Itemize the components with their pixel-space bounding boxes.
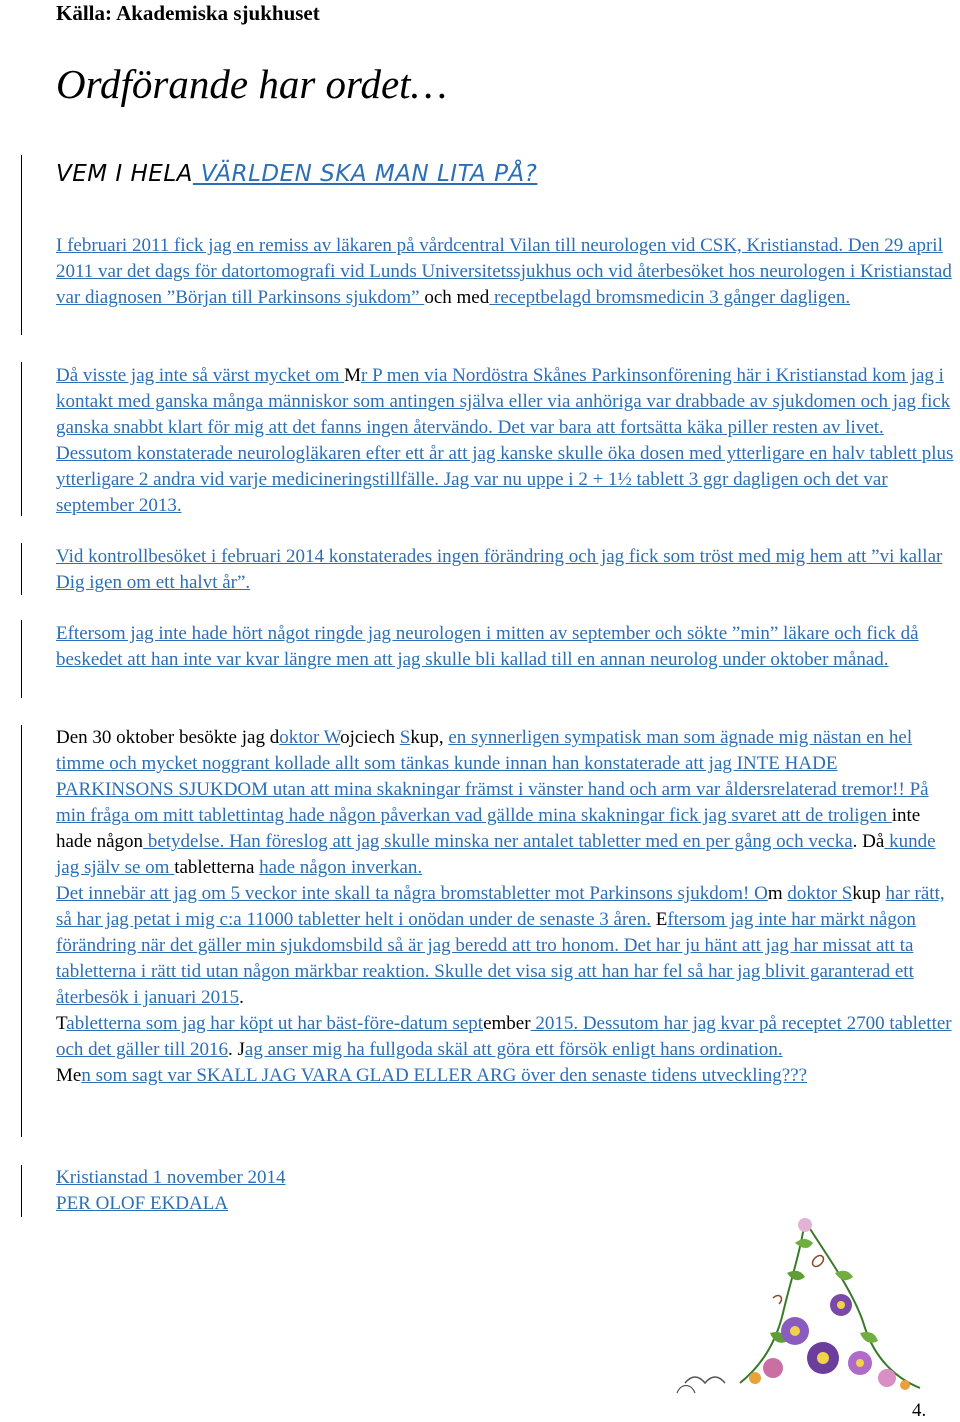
text-run: ember: [483, 1013, 531, 1034]
text-link[interactable]: r P men via Nordöstra Skånes Parkinsonförening här i Kristianstad kom jag i kontakt med ganska många människor som antingen själva eller via anhöriga var drabbade av sjukdomen och jag fick ganska snabbt klart för mig att det fanns ingen återvändo. Det var bara att fortsätta käka piller resten av livet. Dessutom konstaterade neurologläkaren efter ett år att jag kanske skulle öka dosen med ytterligare en halv tablett plus ytterligare 2 andra vid varje medicineringstillfälle. Jag var nu uppe i 2 + 1½ tablett 3 ggr dagligen och det var september 2013.: [56, 365, 954, 516]
text-run: inte hade någon: [56, 805, 921, 852]
paragraph-5d: [56, 1063, 958, 1089]
paragraph-3: [56, 544, 958, 596]
text-link[interactable]: abletterna som jag har köpt ut har bäst-före-datum sept: [66, 1013, 484, 1034]
text-link[interactable]: hade någon inverkan.: [259, 857, 423, 878]
text-link[interactable]: ftersom jag inte har märkt någon förändring när det gäller min sjukdomsbild så är jag beredd att tro honom. Det har ju hänt att jag har missat att ta tabletterna i rätt tid utan någon märkbar reaktion. Skulle det visa sig att han har fel så har jag blivit garanterad ett återbesök i januari 2015: [56, 909, 916, 1008]
text-link[interactable]: 2015. Dessutom har jag kvar på receptet 2700 tabletter och det gäller till 2016: [56, 1013, 952, 1060]
text-run: m: [767, 883, 788, 904]
text-link[interactable]: I februari 2011 fick jag en remiss av läkaren på vårdcentral Vilan till neurologen vid CSK, Kristianstad. Den 29 april 2011 var det dags för: [56, 235, 943, 282]
text-link[interactable]: har rätt, så har jag petat i mig c:a 11000 tabletter helt i onödan under de senaste 3 åren.: [56, 883, 945, 930]
page-title: Ordförande har ordet…: [56, 61, 448, 107]
text-link[interactable]: n som sagt var SKALL JAG VARA GLAD ELLER ARG över den senaste tidens utveckling???: [81, 1065, 808, 1086]
change-bar: [21, 155, 22, 335]
subtitle-part-link[interactable]: VÄRLDEN SKA MAN LITA PÅ?: [192, 161, 538, 187]
change-bar: [21, 543, 22, 595]
text-link[interactable]: Vid kontrollbesöket i februari 2014 konstaterades ingen förändring och jag fick som tröst med mig hem att ”vi kallar Dig igen om ett halvt år”.: [56, 546, 943, 593]
change-bar: [21, 1165, 22, 1217]
flower-corner-illustration: [655, 1213, 925, 1403]
page-number: 4.: [912, 1400, 927, 1421]
change-bar: [21, 620, 22, 698]
text-link[interactable]: betydelse. Han föreslog att jag skulle minska ner antalet tabletter med en per gång och vecka: [143, 831, 853, 852]
text-link[interactable]: kunde jag själv se om: [56, 831, 936, 878]
text-run: T: [56, 1013, 67, 1034]
text-run: och med: [424, 287, 490, 308]
paragraph-5a: [56, 725, 958, 881]
paragraph-5: [56, 725, 958, 1089]
text-run: kup,: [410, 727, 449, 748]
source-line: Källa: Akademiska sjukhuset: [56, 1, 320, 25]
text-link[interactable]: receptbelagd bromsmedicin 3 gånger dagligen.: [489, 287, 851, 308]
paragraph-5b: [56, 881, 958, 1011]
text-link[interactable]: Det innebär att jag om 5 veckor inte skall ta några bromstabletter mot Parkinsons sjukdom! O: [56, 883, 768, 904]
text-run: ojciech: [340, 727, 400, 748]
text-run: .: [239, 987, 244, 1008]
subtitle-part-plain: VEM I HELA: [56, 161, 193, 187]
text-link[interactable]: datortomografi vid Lunds Universitetssjukhus och vid återbesöket hos neurologen i Kristianstad var diagnosen ”Början till Parkinsons sjukdom”: [56, 261, 952, 308]
change-bar: [21, 725, 22, 1137]
text-link[interactable]: ag anser mig ha fullgoda skäl att göra ett försök enligt hans ordination.: [244, 1039, 783, 1060]
text-link[interactable]: S: [399, 727, 411, 748]
text-run: Me: [56, 1065, 82, 1086]
text-run: tabletterna: [174, 857, 260, 878]
text-run: M: [344, 365, 362, 386]
paragraph-2: [56, 363, 958, 519]
subtitle: [56, 158, 537, 190]
text-link[interactable]: doktor S: [787, 883, 853, 904]
text-link[interactable]: Då visste jag inte så värst mycket om: [56, 365, 345, 386]
signature-name[interactable]: PER OLOF EKDALA: [56, 1193, 229, 1214]
text-run: kup: [852, 883, 886, 904]
text-run: . Då: [852, 831, 885, 852]
text-link[interactable]: en synnerligen sympatisk man som ägnade mig nästan en hel timme och mycket noggrant kollade allt som tänkas kunde innan han konstaterade att jag INTE HADE PARKINSONS SJUKDOM utan att mina skakningar främst i vänster hand och arm var åldersrelaterad tremor!! På min fråga om mitt tablettintag hade någon påverkan vad gällde mina skakningar fick jag svaret att de troligen: [56, 727, 929, 826]
signature-place-date[interactable]: Kristianstad 1 november 2014: [56, 1167, 286, 1188]
text-run: E: [650, 909, 668, 930]
text-link[interactable]: oktor W: [279, 727, 341, 748]
change-bar: [21, 362, 22, 516]
text-run: Den 30 oktober besökte jag d: [56, 727, 280, 748]
paragraph-4: [56, 621, 958, 673]
text-link[interactable]: Eftersom jag inte hade hört något ringde jag neurologen i mitten av september och sökte ”min” läkare och fick då beskedet att han inte var kvar längre men att jag skulle bli kallad till en annan neurolog under oktober månad.: [56, 623, 919, 670]
paragraph-1: [56, 233, 958, 311]
paragraph-5c: [56, 1011, 958, 1063]
text-run: . J: [228, 1039, 245, 1060]
